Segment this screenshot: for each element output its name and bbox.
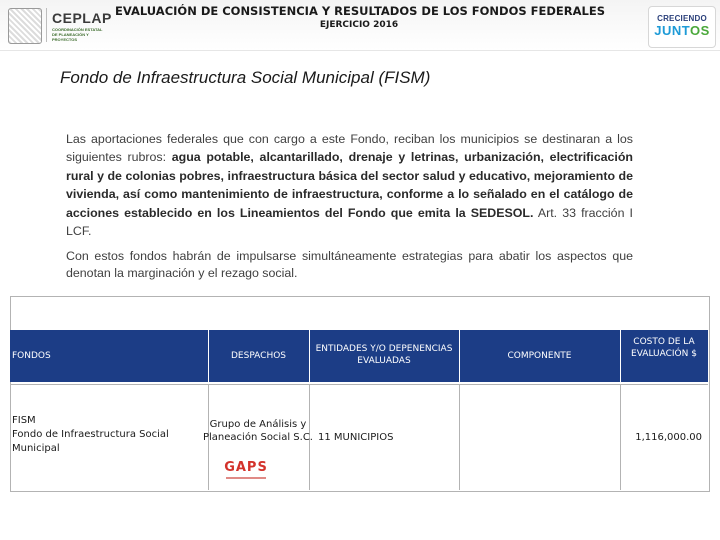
row-costo: 1,116,000.00 (635, 432, 702, 443)
header-despachos: DESPACHOS (230, 351, 287, 361)
header-divider (0, 50, 720, 51)
evaluation-table (10, 296, 710, 492)
header-fondos: FONDOS (12, 351, 51, 361)
table-subtitle: EJERCICIO 2016 (319, 20, 399, 30)
gaps-logo-text: GAPS (224, 460, 268, 475)
paragraph-rubros: Las aportaciones federales que con cargo a este Fondo, reciban los municipios se destinaran a los siguientes rubros: agua potable, alcantarillado, drenaje y letrinas, urbanización, electrificación rural y de colonias pobres, infraestructura básica del sector salud y educativo, mejoramiento de vivienda, así como mantenimiento de infraestructura, conforme a lo señalado en el catálogo de acciones establecido en los Lineamientos del Fondo que emita la SEDESOL. Art. 33 fracción I LCF. (66, 132, 634, 239)
header-entidades: ENTIDADES Y/O DEPENENCIAS EVALUADAS (315, 344, 453, 366)
ceplap-logo-subtitle: COORDINACIÓN ESTATAL DE PLANEACIÓN Y PROYECTOS (52, 27, 103, 42)
creciendo-logo-line1: CRECIENDO (657, 14, 707, 23)
header-costo: COSTO DE LA EVALUACIÓN $ (631, 337, 697, 359)
row-entidades: 11 MUNICIPIOS (318, 432, 394, 443)
creciendo-logo-line2: JUNTOS (654, 23, 710, 38)
page-title: Fondo de Infraestructura Social Municipal (FISM) (60, 68, 431, 87)
row-despacho: Grupo de Análisis y Planeación Social S.C. (203, 419, 313, 443)
row-fondo-name: Fondo de Infraestructura Social Municipal (12, 429, 169, 454)
paragraph-rubros-bold: agua potable, alcantarillado, drenaje y letrinas, urbanización, electrificación rural y de colonias pobres, infraestructura básica del sector salud y educativo, mejoramiento de vivienda, así como mantenimiento de infraestructura, conforme a lo señalado en el catálogo de acciones establecido en los Lineamientos del Fondo que emita la SEDESOL. (66, 150, 634, 220)
header-componente: COMPONENTE (507, 351, 572, 361)
gaps-logo (222, 460, 270, 479)
ceplap-logo-name: CEPLAP (52, 10, 112, 26)
paragraph-estrategias: Con estos fondos habrán de impulsarse simultáneamente estrategias para abatir los aspectos que denotan la marginación y el rezago social. (66, 249, 633, 280)
row-fondo-code: FISM (12, 415, 36, 426)
table-title: EVALUACIÓN DE CONSISTENCIA Y RESULTADOS DE LOS FONDOS FEDERALES (115, 4, 605, 18)
